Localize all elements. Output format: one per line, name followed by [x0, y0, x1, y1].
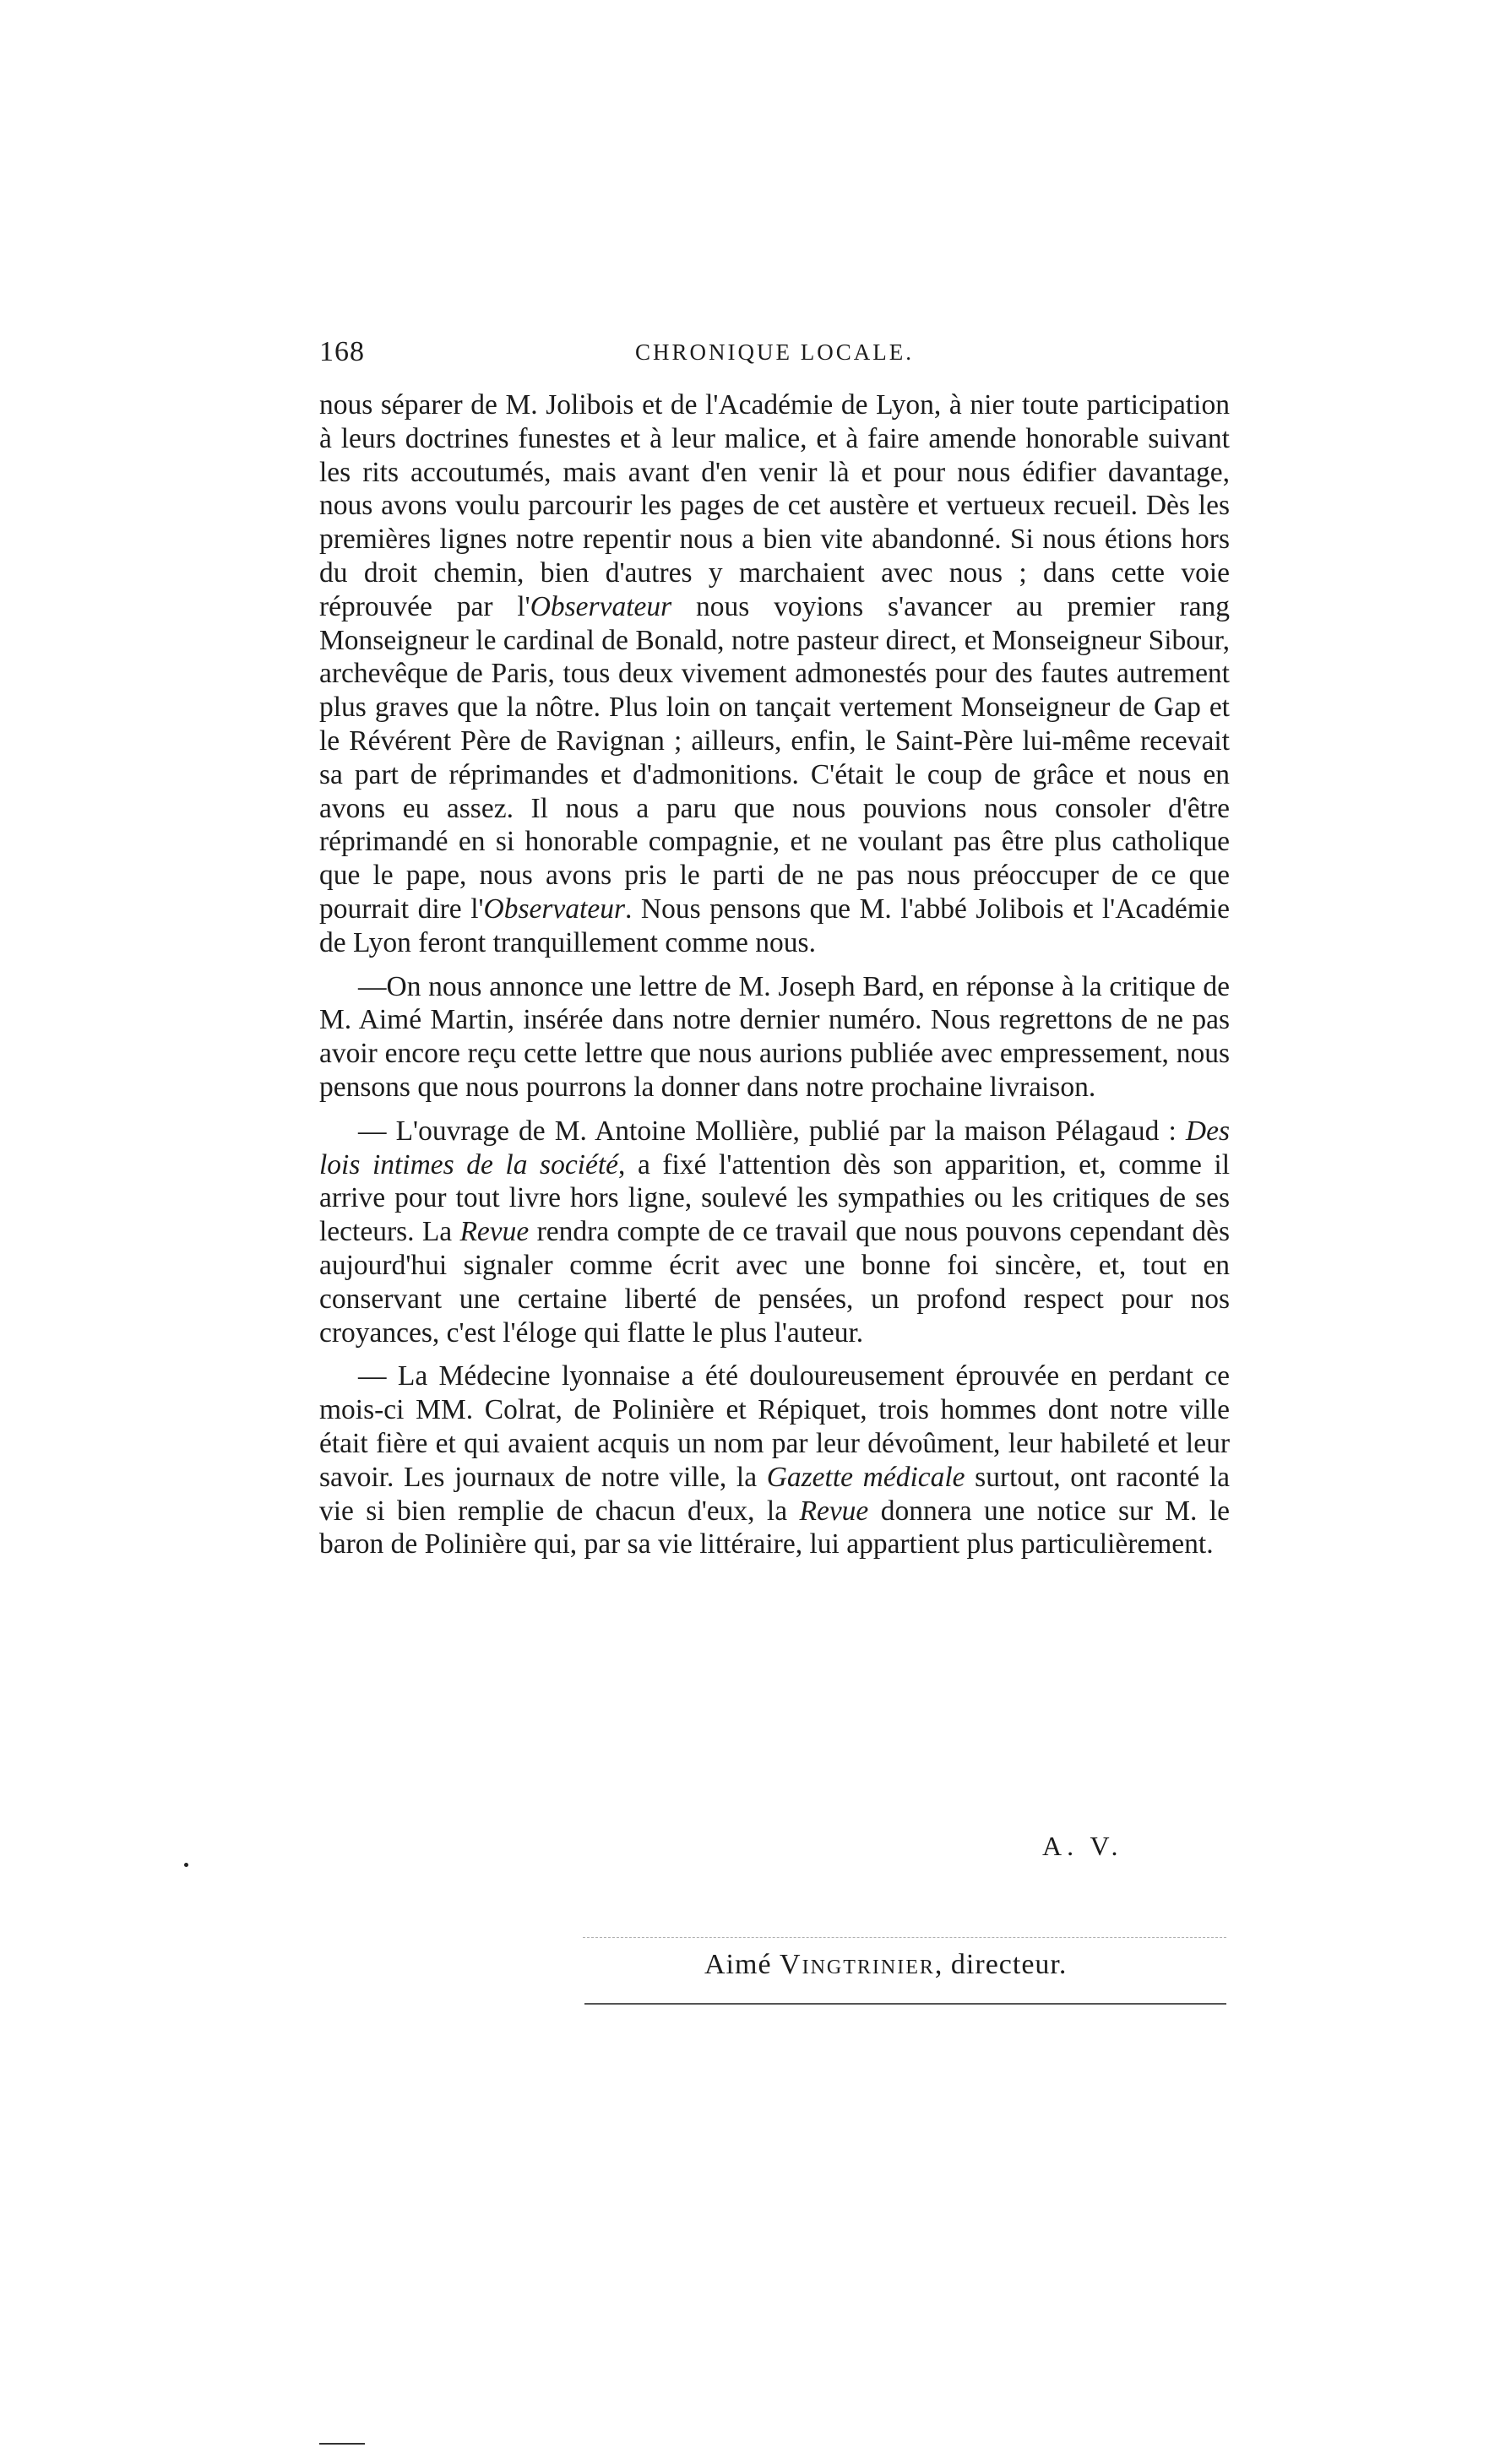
paragraph-text: surtout, ont raconté la vie si bien remplie de chacun d'eux, la: [319, 1461, 1230, 1527]
paragraph-text: donnera une notice sur M. le baron de Polinière qui, par sa vie littéraire, lui appartient plus particulièrement.: [319, 1495, 1230, 1560]
paragraph-text: nous séparer de M. Jolibois et de l'Académie de Lyon, à nier toute participation à leurs doctrines funestes et à leur malice, et à faire amende honorable suivant les rits accoutumés, mais avant d'en venir là et pour nous édifier davantage, nous avons voulu parcourir les pages de cet austère et vertueux recueil. Dès les premières lignes notre repentir nous a bien vite abandonné. Si nous étions hors du droit chemin, bien d'autres y marchaient avec nous ; dans cette voie réprouvée par l': [319, 389, 1230, 622]
director-role: , directeur.: [934, 1949, 1068, 1980]
footer-mark: [319, 2443, 365, 2445]
book-title: Des lois intimes de la société: [319, 1115, 1230, 1180]
journal-title: Observateur: [530, 590, 672, 622]
paragraph-text: , a fixé l'attention dès son apparition, et, comme il arrive pour tout livre hors ligne, soulevé les sympathies ou les critiques de ses lecteurs. La: [319, 1148, 1230, 1248]
director-credit: [704, 1949, 1067, 1981]
journal-title: Revue: [799, 1495, 869, 1527]
page-header: [319, 336, 1230, 377]
paragraph-text: rendra compte de ce travail que nous pouvons cependant dès aujourd'hui signaler comme écrit avec une bonne foi sincère, et, tout en conservant une certaine liberté de pensées, un profond respect pour nos croyances, c'est l'éloge qui flatte le plus l'auteur.: [319, 1216, 1230, 1349]
paragraph-text: —On nous annonce une lettre de M. Joseph Bard, en réponse à la critique de M. Aimé Martin, insérée dans notre dernier numéro. Nous regrettons de ne pas avoir encore reçu cette lettre que nous aurions publiée avec empressement, nous pensons que nous pourrons la donner dans notre prochaine livraison.: [319, 970, 1230, 1103]
page-number: 168: [319, 336, 365, 367]
journal-title: Gazette médicale: [766, 1461, 965, 1493]
paragraph-observateur: [319, 388, 1230, 960]
article-body: [319, 388, 1230, 1561]
paragraph-text: . Nous pensons que M. l'abbé Jolibois et l'Académie de Lyon feront tranquillement comme nous.: [319, 893, 1230, 958]
paragraph-text: nous voyions s'avancer au premier rang Monseigneur le cardinal de Bonald, notre pasteur direct, et Monseigneur Sibour, archevêque de Paris, tous deux vivement admonestés pour des fautes autrement plus graves que la nôtre. Plus loin on tançait vertement Monseigneur de Gap et le Révérent Père de Ravignan ; ailleurs, enfin, le Saint-Père lui-même recevait sa part de réprimandes et d'admonitions. C'était le coup de grâce et nous en avons eu assez. Il nous a paru que nous pouvions nous consoler d'être réprimandé en si honorable compagnie, et ne voulant pas être plus catholique que le pape, nous avons pris le parti de ne pas nous préoccuper de ce que pourrait dire l': [319, 590, 1230, 925]
running-title: CHRONIQUE LOCALE.: [635, 339, 914, 365]
paragraph-joseph-bard: [319, 970, 1230, 1104]
paragraph-medecine: [319, 1360, 1230, 1561]
signature: A. V.: [1042, 1831, 1123, 1861]
director-first-name: Aimé: [704, 1949, 772, 1980]
stray-dot: [184, 1863, 188, 1867]
director-surname: Vingtrinier: [780, 1949, 935, 1980]
paragraph-text: — La Médecine lyonnaise a été douloureusement éprouvée en perdant ce mois-ci MM. Colrat, de Polinière et Répiquet, trois hommes dont notre ville était fière et qui avaient acquis un nom par leur dévoûment, leur habileté et leur savoir. Les journaux de notre ville, la: [319, 1360, 1230, 1493]
paragraph-text: — L'ouvrage de M. Antoine Mollière, publié par la maison Pélagaud :: [358, 1115, 1186, 1147]
paragraph-molliere: [319, 1115, 1230, 1350]
journal-title: Revue: [459, 1216, 530, 1248]
journal-title: Observateur: [483, 893, 626, 925]
top-rule: [583, 1937, 1226, 1938]
bottom-rule: [584, 2003, 1226, 2005]
